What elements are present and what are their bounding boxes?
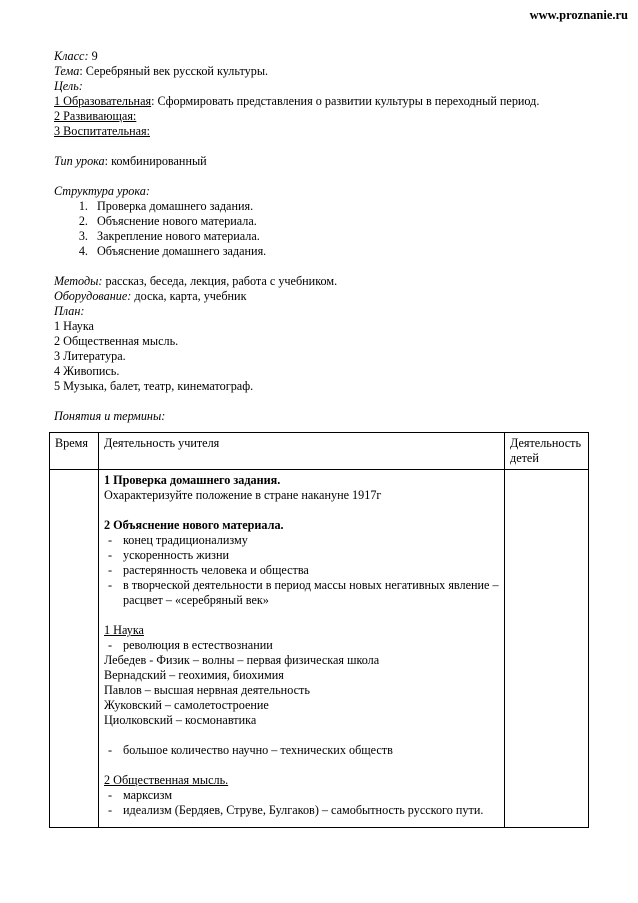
homework-text: Охарактеризуйте положение в стране накануне 1917г (104, 488, 382, 502)
list-item: - большое количество научно – технических обществ (104, 743, 499, 758)
plan-item: 5 Музыка, балет, театр, кинематограф. (54, 379, 254, 393)
col-header-teacher: Деятельность учителя (99, 433, 505, 470)
goal-developing: 2 Развивающая: (54, 109, 137, 123)
plan-item: 4 Живопись. (54, 364, 120, 378)
topic-line: Тема: Серебряный век русской культуры. (54, 64, 269, 78)
science-line: Лебедев - Физик – волны – первая физическая школа (104, 653, 380, 667)
structure-item: 1. Проверка домашнего задания. (91, 199, 589, 214)
site-url: www.proznanie.ru (529, 8, 628, 22)
list-item: - растерянность человека и общества (104, 563, 499, 578)
time-cell (50, 470, 99, 828)
col-header-time: Время (50, 433, 99, 470)
section-science-title: 1 Наука (104, 623, 144, 637)
plan-item: 3 Литература. (54, 349, 126, 363)
structure-item: 4. Объяснение домашнего задания. (91, 244, 589, 259)
plan-item: 2 Общественная мысль. (54, 334, 179, 348)
structure-item: 3. Закрепление нового материала. (91, 229, 589, 244)
list-item: - марксизм (104, 788, 499, 803)
plan-item: 1 Наука (54, 319, 94, 333)
science-line: Жуковский – самолетостроение (104, 698, 269, 712)
class-line: Класс: 9 (54, 49, 98, 63)
equipment-line: Оборудование: доска, карта, учебник (54, 289, 247, 303)
science-line: Циолковский – космонавтика (104, 713, 257, 727)
lesson-header (54, 49, 589, 424)
terms-label: Понятия и термины: (54, 409, 166, 423)
goal-label: Цель: (54, 79, 83, 93)
science-line: Вернадский – геохимия, биохимия (104, 668, 284, 682)
table-header-row (50, 433, 589, 470)
structure-list (54, 199, 589, 259)
science-line: Павлов – высшая нервная деятельность (104, 683, 310, 697)
goal-educational: 1 Образовательная: Сформировать представления о развитии культуры в переходный период. (54, 94, 540, 108)
section-new-material-title: 2 Объяснение нового материала. (104, 518, 284, 532)
list-item: - революция в естествознании (104, 638, 499, 653)
lesson-type: Тип урока: комбинированный (54, 154, 207, 168)
section-social-title: 2 Общественная мысль. (104, 773, 229, 787)
teacher-cell (99, 470, 505, 828)
section-homework-title: 1 Проверка домашнего задания. (104, 473, 281, 487)
structure-item: 2. Объяснение нового материала. (91, 214, 589, 229)
list-item: - идеализм (Бердяев, Струве, Булгаков) – самобытность русского пути. (104, 803, 499, 818)
plan-label: План: (54, 304, 85, 318)
methods-line: Методы: рассказ, беседа, лекция, работа с учебником. (54, 274, 338, 288)
goal-upbringing: 3 Воспитательная: (54, 124, 150, 138)
list-item: - в творческой деятельности в период массы новых негативных явление – расцвет – «серебряный век» (104, 578, 499, 608)
structure-label: Структура урока: (54, 184, 150, 198)
list-item: - ускоренность жизни (104, 548, 499, 563)
col-header-children: Деятельность детей (505, 433, 589, 470)
lesson-table (49, 432, 589, 828)
children-cell (505, 470, 589, 828)
table-row (50, 470, 589, 828)
list-item: - конец традиционализму (104, 533, 499, 548)
